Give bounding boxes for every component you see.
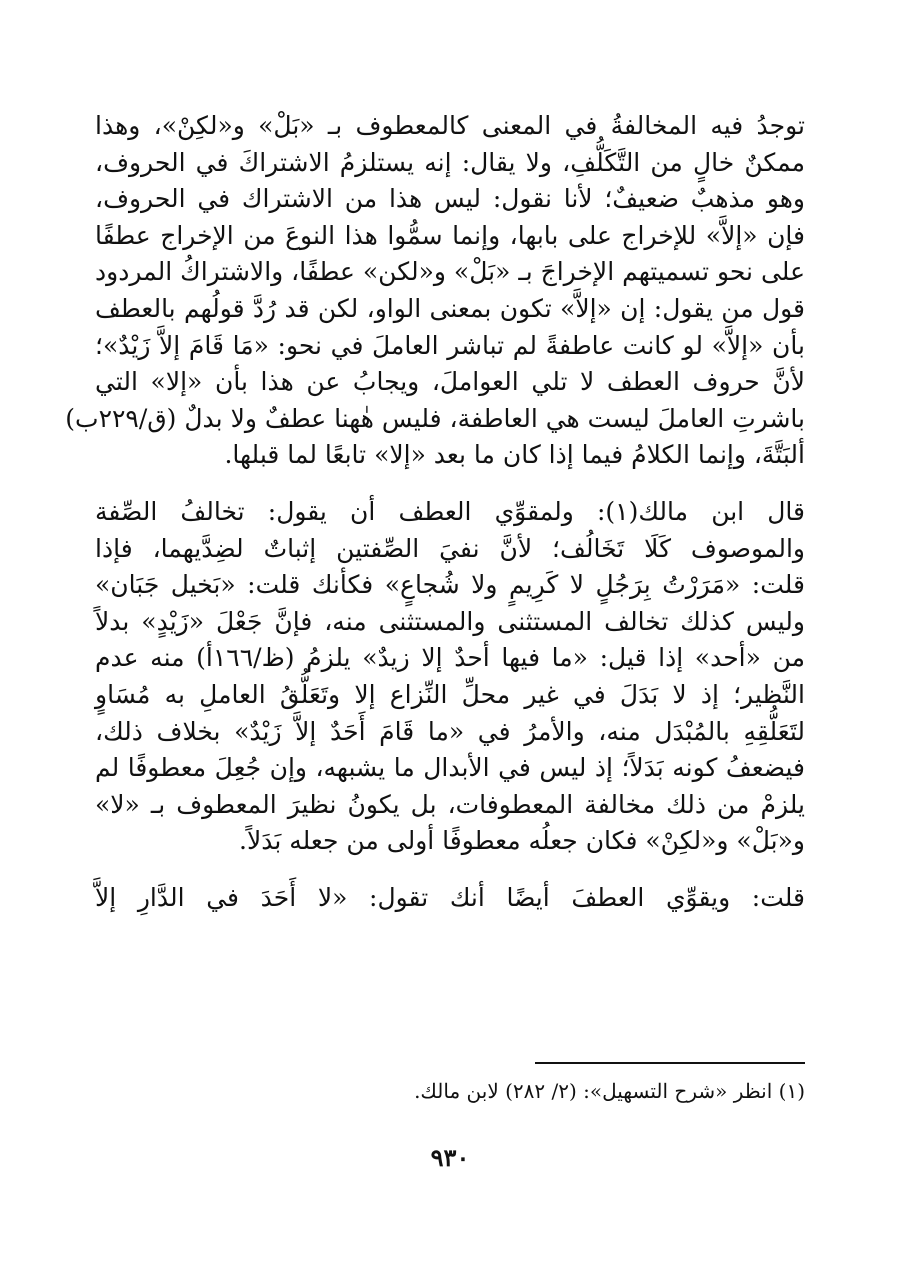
text-line: وهو مذهبٌ ضعيفٌ؛ لأنا نقول: ليس هذا من الاشتراك في الحروف، bbox=[95, 184, 805, 214]
text-line: من «أحد» إذا قيل: «ما فيها أحدٌ إلا زيدٌ» يلزمُ (ظ/١٦٦أ) منه عدم bbox=[95, 643, 805, 673]
text-line: والموصوف كَلَا تَخَالُف؛ لأنَّ نفيَ الصِّفتين إثباتٌ لضِدَّيهما، فإذا bbox=[95, 533, 805, 563]
text-line: قلت: ويقوِّي العطفَ أيضًا أنك تقول: «لا أَحَدَ في الدَّارِ إلاَّ bbox=[95, 882, 805, 912]
text-line: قول من يقول: إن «إلاَّ» تكون بمعنى الواو، لكن قد رُدَّ قولُهم بالعطف bbox=[95, 293, 805, 323]
text-line: قلت: «مَرَرْتُ بِرَجُلٍ لا كَرِيمٍ ولا شُجاعٍ» فكأنك قلت: «بَخيل جَبَان» bbox=[95, 570, 805, 600]
footnote-divider bbox=[535, 1062, 805, 1064]
page-number: ٩٣٠ bbox=[430, 1143, 470, 1172]
text-line: توجدُ فيه المخالفةُ في المعنى كالمعطوف بـ «بَلْ» و«لكِنْ»، وهذا bbox=[95, 111, 805, 140]
paragraph-2 bbox=[95, 494, 805, 860]
paragraph-3 bbox=[95, 880, 805, 917]
text-line: قال ابن مالك(١): ولمقوِّي العطف أن يقول: تخالفُ الصِّفة bbox=[95, 496, 805, 526]
text-line: وليس كذلك تخالف المستثنى والمستثنى منه، فإنَّ جَعْلَ «زَيْدٍ» بدلاً bbox=[95, 606, 805, 636]
text-line: فيضعفُ كونه بَدَلاً؛ إذ ليس في الأبدال ما يشبهه، وإن جُعِلَ معطوفًا لم bbox=[95, 753, 805, 783]
text-line: ألبَتَّةَ، وإنما الكلامُ فيما إذا كان ما بعد «إلا» تابعًا لما قبلها. bbox=[224, 440, 805, 470]
footnote: (١) انظر «شرح التسهيل»: (٢/ ٢٨٢) لابن مالك. bbox=[414, 1079, 805, 1103]
text-line: ممكنٌ خالٍ من التَّكَلُّفِ، ولا يقال: إنه يستلزمُ الاشتراكَ في الحروف، bbox=[95, 147, 805, 177]
text-line: لتَعَلُّقِهِ بالمُبْدَل منه، والأمرُ في «ما قَامَ أَحَدٌ إلاَّ زَيْدٌ» بخلاف ذلك، bbox=[95, 716, 805, 746]
text-line: لأنَّ حروف العطف لا تلي العواملَ، ويجابُ عن هذا بأن «إلا» التي bbox=[95, 367, 805, 397]
text-line: و«بَلْ» و«لكِنْ» فكان جعلُه معطوفًا أولى من جعله بَدَلاً. bbox=[239, 826, 805, 856]
text-line: يلزمْ من ذلك مخالفة المعطوفات، بل يكونُ نظيرَ المعطوف بـ «لا» bbox=[95, 789, 805, 819]
paragraph-1 bbox=[65, 108, 805, 474]
text-line: بأن «إلاَّ» لو كانت عاطفةً لم تباشر العاملَ في نحو: «مَا قَامَ إلاَّ زَيْدٌ»؛ bbox=[95, 330, 805, 360]
text-line: النَّظير؛ إذ لا بَدَلَ في غير محلِّ النِّزاع إلا وتَعَلُّقُ العاملِ به مُسَاوٍ bbox=[95, 679, 805, 709]
text-line: باشرتِ العاملَ ليست هي العاطفة، فليس هٰهنا عطفٌ ولا بدلٌ (ق/٢٢٩ب) bbox=[65, 403, 805, 433]
text-line: فإن «إلاَّ» للإخراج على بابها، وإنما سمُّوا هذا النوعَ من الإخراج عطفًا bbox=[95, 220, 805, 250]
text-line: على نحو تسميتهم الإخراجَ بـ «بَلْ» و«لكن» عطفًا، والاشتراكُ المردود bbox=[95, 257, 805, 287]
page-body bbox=[65, 108, 805, 916]
